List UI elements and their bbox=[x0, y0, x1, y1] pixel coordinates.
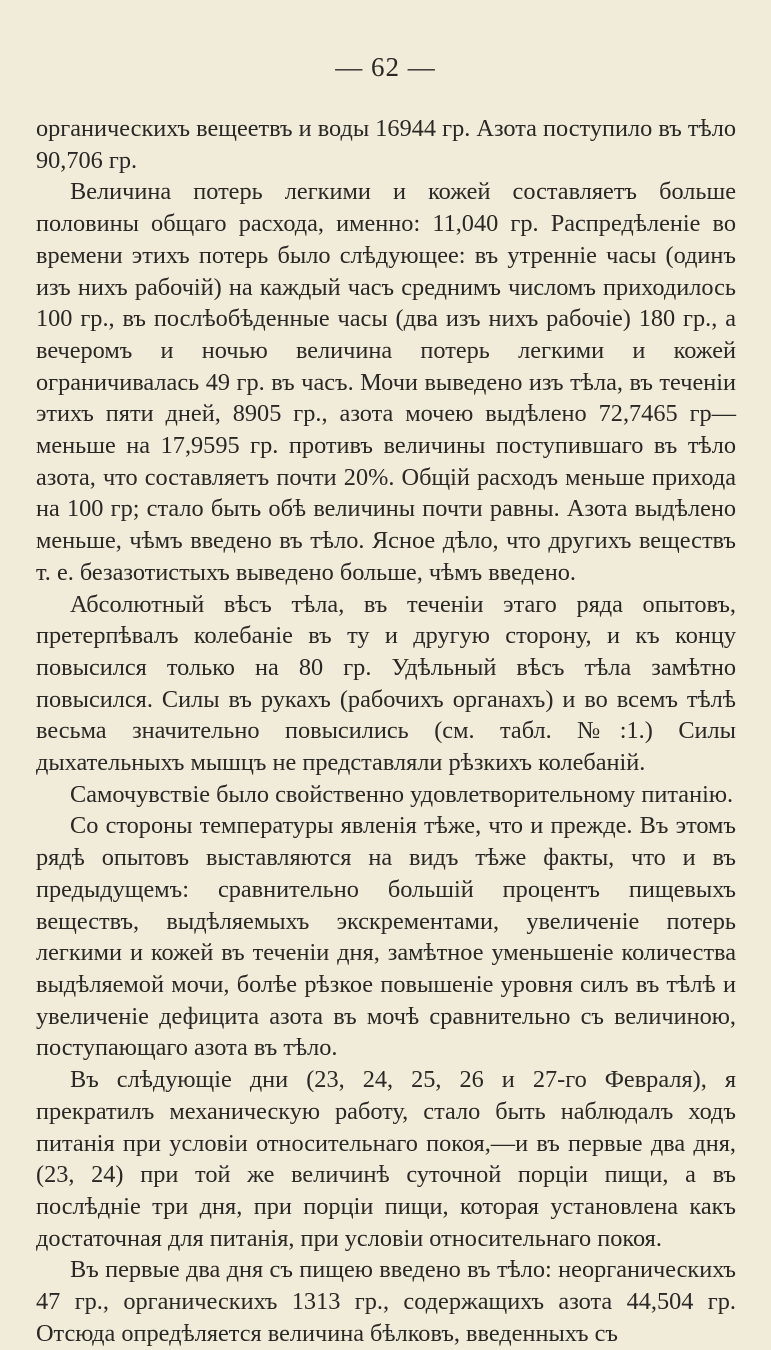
paragraph-temperature: Со стороны температуры явленія тѣже, что и прежде. Въ этомъ рядѣ опытовъ выставляются на видъ тѣже факты, что и въ предыдущемъ: сравнительно большій процентъ пищевыхъ веществъ, выдѣляемыхъ экскрементами, увеличеніе потерь легкими и кожей въ теченіи дня, замѣтное уменьшеніе количества выдѣляемой мочи, болѣе рѣзкое повышеніе уровня силъ въ тѣлѣ и увеличеніе дефицита азота въ мочѣ сравнительно съ величиною, поступающаго азота въ тѣло. bbox=[36, 812, 736, 1062]
paragraph-body-weight: Абсолютный вѣсъ тѣла, въ теченіи этаго ряда опытовъ, претерпѣвалъ колебаніе въ ту и другую сторону, и къ концу повысился только на 80 гр. Удѣльный вѣсъ тѣла замѣтно повысился. Силы въ рукахъ (рабочихъ органахъ) и во всемъ тѣлѣ весьма значительно повысились (см. табл. №:1.) Силы дыхательныхъ мышцъ не представляли рѣзкихъ колебаній. bbox=[36, 590, 736, 777]
paragraph-first-two-days: Въ первые два дня съ пищею введено въ тѣло: неорганическихъ 47 гр., органическихъ 1313 гр., содержащихъ азота 44,504 гр. Отсюда опредѣляется величина бѣлковъ, введенныхъ съ bbox=[36, 1256, 736, 1347]
paragraph-wellbeing: Самочувствіе было свойственно удовлетворительному питанію. bbox=[70, 780, 734, 808]
paragraph-continued: органическихъ вещеетвъ и воды 16944 гр. Азота поступило въ тѣло 90,706 гр. bbox=[36, 115, 736, 174]
page-number: — 62 — bbox=[335, 52, 436, 82]
text-body bbox=[36, 113, 736, 1349]
paragraph-rest-days: Въ слѣдующіе дни (23, 24, 25, 26 и 27-го Февраля), я прекратилъ механическую работу, стало быть наблюдалъ ходъ питанія при условіи относительнаго покоя,—и въ первые два дня, (23, 24) при той же величинѣ суточной порціи пищи, а въ послѣдніе три дня, при порціи пищи, которая установлена какъ достаточная для питанія, при условіи относительнаго покоя. bbox=[36, 1066, 736, 1252]
paragraph-losses: Величина потерь легкими и кожей составляетъ больше половины общаго расхода, именно: 11,040 гр. Распредѣленіе во времени этихъ потерь было слѣдующее: въ утренніе часы (одинъ изъ нихъ рабочій) на каждый часъ среднимъ числомъ приходилось 100 гр., въ послѣобѣденные часы (два изъ нихъ рабочіе) 180 гр., а вечеромъ и ночью величина потерь легкими и кожей ограничивалась 49 гр. въ часъ. Мочи выведено изъ тѣла, въ теченіи этихъ пяти дней, 8905 гр., азота мочею выдѣлено 72,7465 гр—меньше на 17,9595 гр. противъ величины поступившаго въ тѣло азота, что составляетъ почти 20%. Общій расходъ меньше прихода на 100 гр; стало быть обѣ величины почти равны. Азота выдѣлено меньше, чѣмъ введено въ тѣло. Ясное дѣло, что другихъ веществъ т. е. безазотистыхъ выведено больше, чѣмъ введено. bbox=[36, 178, 736, 586]
